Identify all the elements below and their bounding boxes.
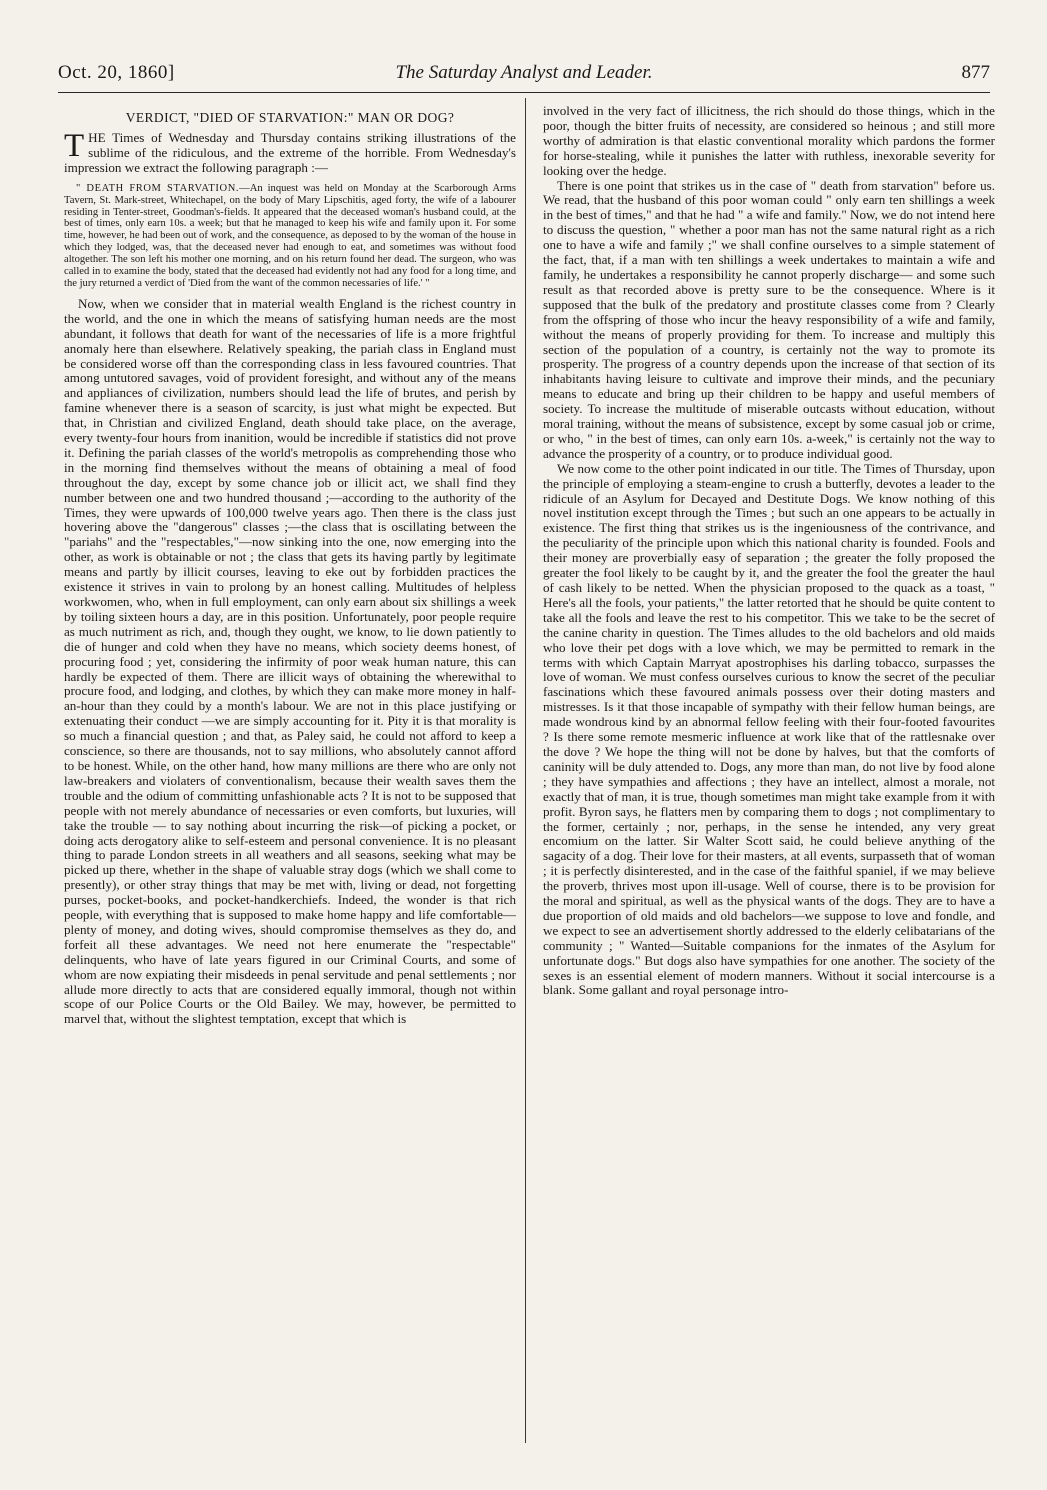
intro-paragraph [64, 128, 516, 176]
quote-text: —An inquest was held on Monday at the Scarborough Arms Tavern, St. Mark-street, Whitechapel, on the body of Mary Lipschitis, aged forty, the wife of a labourer residing in Tenter-street, Goodman's-fields. It appeared that the deceased woman's husband could, at the best of times, only earn 10s. a week; but that he managed to keep his wife and family upon it. For some time, however, he had been out of work, and the consequence, as deposed to by the woman of the house in which they lodged, was, that the deceased never had enough to eat, and sometimes was without food altogether. The son left his mother one morning, and on his return found her dead. The surgeon, who was called in to examine the body, stated that the deceased had evidently not had any food for a long time, and the jury returned a verdict of 'Died from the want of the common necessaries of life.' " [64, 182, 516, 289]
right-column [543, 104, 995, 998]
body-paragraph-continued: involved in the very fact of illicitness, the rich should do those things, which in the poor, though the bitter fruits of necessity, are considered so heinous ; and still more worthy of admiration is that elastic conventional morality which pardons the former for horse-stealing, while it punishes the latter with ruthless, inexorable severity for looking over the hedge. [543, 103, 995, 178]
publication-title: The Saturday Analyst and Leader. [395, 62, 653, 83]
intro-text: HE Times of Wednesday and Thursday contains striking illustrations of the sublime of the ridiculous, and the extreme of the horrible. From Wednesday's impression we extract the following paragraph :— [64, 130, 516, 175]
article-headline: VERDICT, "DIED OF STARVATION:" MAN OR DOG? [125, 110, 455, 125]
masthead [58, 58, 990, 88]
left-column [64, 104, 516, 1027]
header-rule [58, 92, 990, 93]
quote-heading: " DEATH FROM STARVATION. [76, 182, 240, 194]
body-paragraph-dogs: We now come to the other point indicated in our title. The Times of Thursday, upon the principle of employing a steam-engine to crush a butterfly, devotes a leader to the ridicule of an Asylum for Decayed and Destitute Dogs. We know nothing of this novel institution except through the Times ; but such an one appears to be actually in existence. The first thing that strikes us is the ingeniousness of the contrivance, and the peculiarity of the principle upon which this national charity is founded. Fools and their money are proverbially easy of separation ; the greater the folly proposed the greater the fool likely to be caught by it, and the greater the fool the greater the haul of cash likely to be netted. When the physician proposed to the quack as a toast, " Here's all the fools, your patients," the latter retorted that he should be quite content to take all the fools and leave the rest to his competitor. This we take to be the secret of the canine charity in question. The Times alludes to the old bachelors and old maids who love their pet dogs with a love which, we may be permitted to remark in the terms with which Captain Marryat apostrophises his darling tobacco, surpasses the love of woman. We must confess ourselves curious to know the secret of the peculiar fascinations which these favoured animals possess over their doting masters and mistresses. Is it that those incapable of sympathy with their fellow human beings, are made wondrous kind by an abnormal fellow feeling with their four-footed favourites ? Is there some remote mesmeric influence at work like that of the rattlesnake over the dove ? We hope the thing will not be done by halves, but that the comforts of caninity will be duly attended to. Dogs, any more than man, do not live by food alone ; they have sympathies and affections ; they have an intellect, almost a morale, not exactly that of man, it is true, though sometimes man might take example from it with profit. Byron says, he flatters men by comparing them to dogs ; not complimentary to the former, certainly ; nor, perhaps, in the sense he intended, any very great encomium on the latter. Sir Walter Scott said, he could believe anything of the sagacity of a dog. Their love for their masters, at all events, surpasseth that of woman ; it is perfectly disinterested, and in the case of the faithful spaniel, if we may believe the proverb, thrives most upon ill-usage. Well of course, there is to be provision for the moral and spiritual, as well as the physical wants of the dogs. They are to have a due proportion of old maids and old bachelors—we suppose to love and fondle, and we expect to see an advertisement shortly addressed to the elderly celibatarians of the community ; " Wanted—Suitable companions for the inmates of the Asylum for unfortunate dogs." But dogs also have sympathies for one another. The society of the sexes is an essential element of modern manners. Without it social intercourse is a blank. Some gallant and royal personage intro- [543, 460, 995, 998]
body-paragraph-starvation: There is one point that strikes us in the case of " death from starvation" before us. We read, that the husband of this poor woman could " only earn ten shillings a week in the best of times," and that he had " a wife and family." Now, we do not intend here to discuss the question, " whether a poor man has not the same natural right as a rich one to have a wife and family ;" we shall confine ourselves to a simple statement of the fact, that, if a man with ten shillings a week undertakes to maintain a wife and family, he undertakes a responsibility he cannot properly discharge— and some such result as that recorded above is pretty sure to be the consequence. Where is it supposed that the bulk of the predatory and prostitute classes come from ? Clearly from the offspring of those who incur the heavy responsibility of a wife and family, without the means of properly providing for them. To increase and multiply this section of the population of a country, is certainly not the way to promote its prosperity. The progress of a country depends upon the increase of that section of its inhabitants having leisure to cultivate and improve their minds, and the pecuniary means to educate and bring up their children to be happy and useful members of society. To increase the multitude of miserable outcasts without education, without moral training, without the means of subsistence, except by some casual job or crime, or who, " in the best of times, can only earn 10s. a-week," is certainly not the way to advance the prosperity of a country, or to produce individual good. [543, 177, 995, 461]
issue-date: Oct. 20, 1860] [58, 62, 175, 83]
column-divider [525, 98, 526, 1443]
quoted-report [64, 183, 516, 290]
page-number: 877 [961, 62, 990, 83]
drop-cap: T [64, 128, 85, 164]
body-paragraph-wealth: Now, when we consider that in material wealth England is the richest country in the world, and the one in which the means of satisfying human needs are the most abundant, it follows that death for want of the necessaries of life is a more frightful anomaly here than elsewhere. Relatively speaking, the pariah class in England must be considered worse off than the corresponding class in less favoured countries. That among untutored savages, void of provident foresight, and without any of the means and appliances of civilization, numbers should lead the life of brutes, and perish by famine whenever there is a season of scarcity, is just what might be expected. But that, in Christian and civilized England, death should take place, on the average, every twenty-four hours from inanition, would be incredible if statistics did not prove it. Defining the pariah classes of the world's metropolis as comprehending those who in the morning find themselves without the means of obtaining a meal of food throughout the day, except by some chance job or illicit act, we shall find they number between one and two hundred thousand ;—according to the authority of the Times, they were upwards of 100,000 twelve years ago. Then there is the class just hovering above the "dangerous" classes ;—the class that is oscillating between the "pariahs" and the "respectables,"—now sinking into the one, now emerging into the other, as work is obtainable or not ; the class that gets its having partly by legitimate means and partly by illicit courses, leaving to eke out by forbidden practices the existence it strives in vain to prolong by an honest calling. Multitudes of helpless workwomen, who, when in full employment, can only earn about six shillings a week by toiling sixteen hours a day, are in this position. Unfortunately, poor people require as much nutriment as rich, and, though they ought, we know, to lie down patiently to die of hunger and cold when they have no means, which society deems honest, of procuring food ; yet, considering the infirmity of poor weak human nature, this can hardly be expected of them. There are illicit ways of obtaining the wherewithal to procure food, and lodging, and clothes, by which they can make more money in half-an-hour than they could by a month's labour. We are not in this place justifying or extenuating their conduct —we are simply accounting for it. Pity it is that morality is so much a financial question ; and that, as Paley said, he could not afford to keep a conscience, so there are thousands, not to say millions, who absolutely cannot afford to be honest. While, on the other hand, how many millions are there who are only not law-breakers and violaters of conventionalism, because their wealth saves them the trouble and the odium of committing unfashionable acts ? It is not to be supposed that people with not merely abundance of necessaries or even comforts, but luxuries, will take the trouble — to say nothing about incurring the risk—of picking a pocket, or doing acts derogatory alike to self-esteem and personal convenience. It is no pleasant thing to parade London streets in all weathers and all seasons, seeking what may be picked up there, whether in the shape of valuable stray dogs (which we shall come to presently), or other stray things that may be met with, living or dead, not forgetting purses, pocket-books, and pocket-handkerchiefs. Indeed, the wonder is that rich people, with everything that is supposed to make home happy and life comfortable—plenty of money, and doting wives, should compromise themselves as they do, and forfeit all these advantages. We need not here enumerate the "respectable" delinquents, who have of late years figured in our Criminal Courts, and some of whom are now expiating their misdeeds in penal servitude and penal settlements ; nor allude more directly to acts that are considered equally immoral, though not within scope of our Police Courts or the Old Bailey. We may, however, be permitted to marvel that, without the slightest temptation, except that which is [64, 295, 516, 1027]
